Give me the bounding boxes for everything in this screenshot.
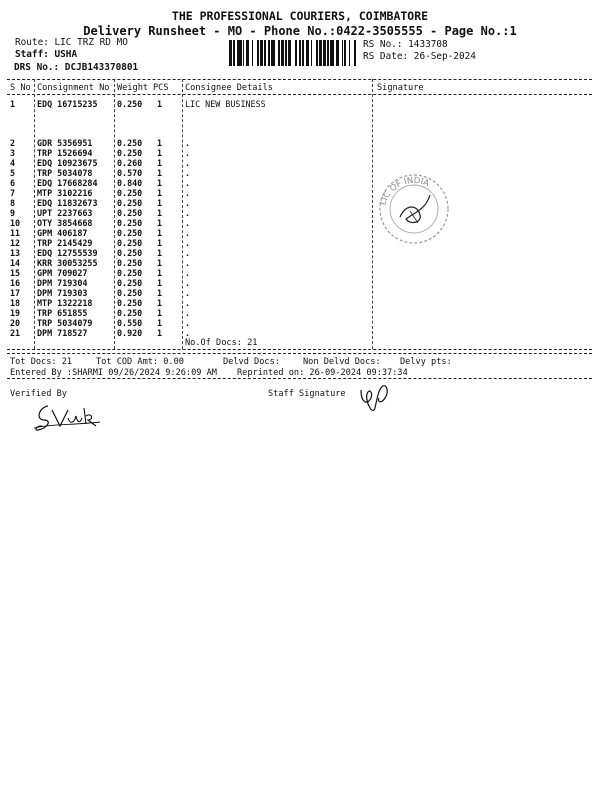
row-pcs: 1: [157, 258, 163, 268]
reprinted-on: Reprinted on: 26-09-2024 09:37:34: [237, 368, 408, 378]
row-pcs: 1: [157, 288, 163, 298]
footer-top-rule: [7, 353, 592, 354]
row-consignee-details: .: [185, 178, 191, 188]
row-consignment-no: GPM 406187: [37, 228, 88, 238]
table-row: [0, 278, 600, 288]
row-sno: 17: [10, 288, 21, 298]
row-weight: 0.250: [117, 288, 143, 298]
row-weight: 0.250: [117, 218, 143, 228]
staff-signature: [355, 380, 395, 418]
row-weight: 0.840: [117, 178, 143, 188]
row-consignee-details: .: [185, 248, 191, 258]
row-pcs: 1: [157, 168, 163, 178]
row-weight: 0.250: [117, 308, 143, 318]
no-of-docs: No.Of Docs: 21: [185, 338, 258, 348]
row-pcs: 1: [157, 228, 163, 238]
row-weight: 0.250: [117, 298, 143, 308]
table-row: [0, 288, 600, 298]
company-name: THE PROFESSIONAL COURIERS, COIMBATORE: [171, 9, 429, 23]
row-consignee-details: .: [185, 258, 191, 268]
row-consignee-details: .: [185, 198, 191, 208]
row-sno: 19: [10, 308, 21, 318]
row-sno: 6: [10, 178, 16, 188]
row-sno: 16: [10, 278, 21, 288]
table-row: [0, 158, 600, 168]
row-consignment-no: EDQ 10923675: [37, 158, 98, 168]
row-consignment-no: GDR 5356951: [37, 138, 93, 148]
total-cod-amount: Tot COD Amt: 0.00: [96, 357, 184, 367]
row-consignee-details: .: [185, 208, 191, 218]
row-sno: 12: [10, 238, 21, 248]
row-consignee-details: .: [185, 268, 191, 278]
row-consignment-no: EDQ 11832673: [37, 198, 98, 208]
row-consignee-details: .: [185, 168, 191, 178]
row-consignee-details: LIC NEW BUSINESS: [185, 99, 266, 109]
runsheet-title: Delivery Runsheet - MO - Phone No.:0422-3505555 - Page No.:1: [83, 24, 517, 38]
row-weight: 0.250: [117, 268, 143, 278]
footer-bottom-rule: [7, 378, 592, 379]
row-pcs: 1: [157, 278, 163, 288]
col-header-signature: Signature: [377, 83, 424, 93]
staff-signature-label: Staff Signature: [268, 389, 346, 399]
non-delivered-docs: Non Delvd Docs:: [303, 357, 381, 367]
row-sno: 11: [10, 228, 21, 238]
row-pcs: 1: [157, 138, 163, 148]
barcode-bar: [356, 40, 357, 66]
row-consignment-no: GPM 709027: [37, 268, 88, 278]
row-weight: 0.550: [117, 318, 143, 328]
row-consignment-no: EDQ 12755539: [37, 248, 98, 258]
stamp-text: LIC OF INDIA: [378, 175, 431, 207]
table-row: [0, 218, 600, 228]
row-pcs: 1: [157, 308, 163, 318]
row-sno: 15: [10, 268, 21, 278]
row-consignment-no: TRP 5034078: [37, 168, 93, 178]
row-weight: 0.250: [117, 148, 143, 158]
rs-number: RS No.: 1433708: [363, 39, 448, 50]
col-header-sno: S No: [10, 83, 31, 93]
table-row: [0, 298, 600, 308]
row-consignment-no: DPM 719304: [37, 278, 88, 288]
table-row: [0, 258, 600, 268]
verifier-signature: [30, 398, 105, 436]
row-weight: 0.250: [117, 138, 143, 148]
row-consignee-details: .: [185, 278, 191, 288]
row-pcs: 1: [157, 99, 163, 109]
row-consignee-details: .: [185, 238, 191, 248]
row-consignment-no: MTP 1322218: [37, 298, 93, 308]
row-sno: 5: [10, 168, 16, 178]
row-sno: 7: [10, 188, 16, 198]
row-weight: 0.250: [117, 208, 143, 218]
row-pcs: 1: [157, 328, 163, 338]
row-sno: 14: [10, 258, 21, 268]
verified-by-label: Verified By: [10, 389, 67, 399]
col-header-pcs: PCS: [153, 83, 169, 93]
row-consignment-no: EDQ 17668284: [37, 178, 98, 188]
delivery-points: Delvy pts:: [400, 357, 452, 367]
row-consignee-details: .: [185, 188, 191, 198]
row-sno: 20: [10, 318, 21, 328]
table-row: [0, 208, 600, 218]
row-consignment-no: OTY 3854668: [37, 218, 93, 228]
row-pcs: 1: [157, 238, 163, 248]
row-consignment-no: TRP 5034079: [37, 318, 93, 328]
entered-by: Entered By :SHARMI 09/26/2024 9:26:09 AM: [10, 368, 217, 378]
row-pcs: 1: [157, 218, 163, 228]
table-row: [0, 178, 600, 188]
row-consignee-details: .: [185, 308, 191, 318]
row-pcs: 1: [157, 208, 163, 218]
col-header-weight: Weight: [117, 83, 149, 93]
table-row: [0, 99, 600, 109]
total-docs: Tot Docs: 21: [10, 357, 73, 367]
drs-barcode: [229, 40, 357, 66]
row-consignee-details: .: [185, 318, 191, 328]
row-sno: 13: [10, 248, 21, 258]
drs-number: DRS No.: DCJB143370801: [14, 62, 139, 73]
row-pcs: 1: [157, 318, 163, 328]
row-sno: 3: [10, 148, 16, 158]
row-pcs: 1: [157, 178, 163, 188]
table-row: [0, 328, 600, 338]
row-weight: 0.250: [117, 228, 143, 238]
row-weight: 0.570: [117, 168, 143, 178]
row-pcs: 1: [157, 188, 163, 198]
row-consignee-details: .: [185, 138, 191, 148]
row-consignment-no: DPM 718527: [37, 328, 88, 338]
row-consignment-no: TRP 2145429: [37, 238, 93, 248]
row-sno: 21: [10, 328, 21, 338]
lic-stamp: [370, 165, 465, 250]
row-sno: 10: [10, 218, 21, 228]
row-weight: 0.260: [117, 158, 143, 168]
row-weight: 0.250: [117, 278, 143, 288]
table-row: [0, 188, 600, 198]
row-consignee-details: .: [185, 288, 191, 298]
table-row: [0, 168, 600, 178]
row-consignment-no: TRP 651855: [37, 308, 88, 318]
row-pcs: 1: [157, 198, 163, 208]
row-consignee-details: .: [185, 298, 191, 308]
row-weight: 0.250: [117, 258, 143, 268]
row-consignee-details: .: [185, 158, 191, 168]
row-consignment-no: KRR 30053255: [37, 258, 98, 268]
row-consignee-details: .: [185, 328, 191, 338]
table-row: [0, 308, 600, 318]
table-row: [0, 138, 600, 148]
table-row: [0, 248, 600, 258]
table-row: [0, 268, 600, 278]
row-pcs: 1: [157, 268, 163, 278]
row-consignee-details: .: [185, 228, 191, 238]
row-pcs: 1: [157, 158, 163, 168]
table-bottom-rule: [7, 349, 592, 350]
col-header-consignment: Consignment No: [37, 83, 110, 93]
col-header-consignee: Consignee Details: [185, 83, 273, 93]
table-row: [0, 148, 600, 158]
row-sno: 18: [10, 298, 21, 308]
table-top-rule: [7, 79, 592, 80]
table-row: [0, 238, 600, 248]
row-sno: 4: [10, 158, 16, 168]
route-label: Route: LIC TRZ RD MO: [15, 37, 128, 48]
row-consignment-no: EDQ 16715235: [37, 99, 98, 109]
row-weight: 0.250: [117, 248, 143, 258]
row-pcs: 1: [157, 298, 163, 308]
row-consignment-no: UPT 2237663: [37, 208, 93, 218]
row-sno: 1: [10, 99, 16, 109]
staff-label: Staff: USHA: [15, 49, 78, 60]
table-row: [0, 318, 600, 328]
row-sno: 2: [10, 138, 16, 148]
row-weight: 0.920: [117, 328, 143, 338]
row-consignment-no: DPM 719303: [37, 288, 88, 298]
row-weight: 0.250: [117, 99, 143, 109]
row-weight: 0.250: [117, 238, 143, 248]
table-row: [0, 198, 600, 208]
row-weight: 0.250: [117, 188, 143, 198]
rs-date: RS Date: 26-Sep-2024: [363, 51, 476, 62]
row-pcs: 1: [157, 248, 163, 258]
row-sno: 9: [10, 208, 16, 218]
row-consignee-details: .: [185, 218, 191, 228]
delivered-docs: Delvd Docs:: [223, 357, 280, 367]
row-sno: 8: [10, 198, 16, 208]
table-header-rule: [7, 94, 592, 95]
row-consignment-no: MTP 3102216: [37, 188, 93, 198]
table-row: [0, 228, 600, 238]
row-consignee-details: .: [185, 148, 191, 158]
row-consignment-no: TRP 1526694: [37, 148, 93, 158]
row-weight: 0.250: [117, 198, 143, 208]
row-pcs: 1: [157, 148, 163, 158]
